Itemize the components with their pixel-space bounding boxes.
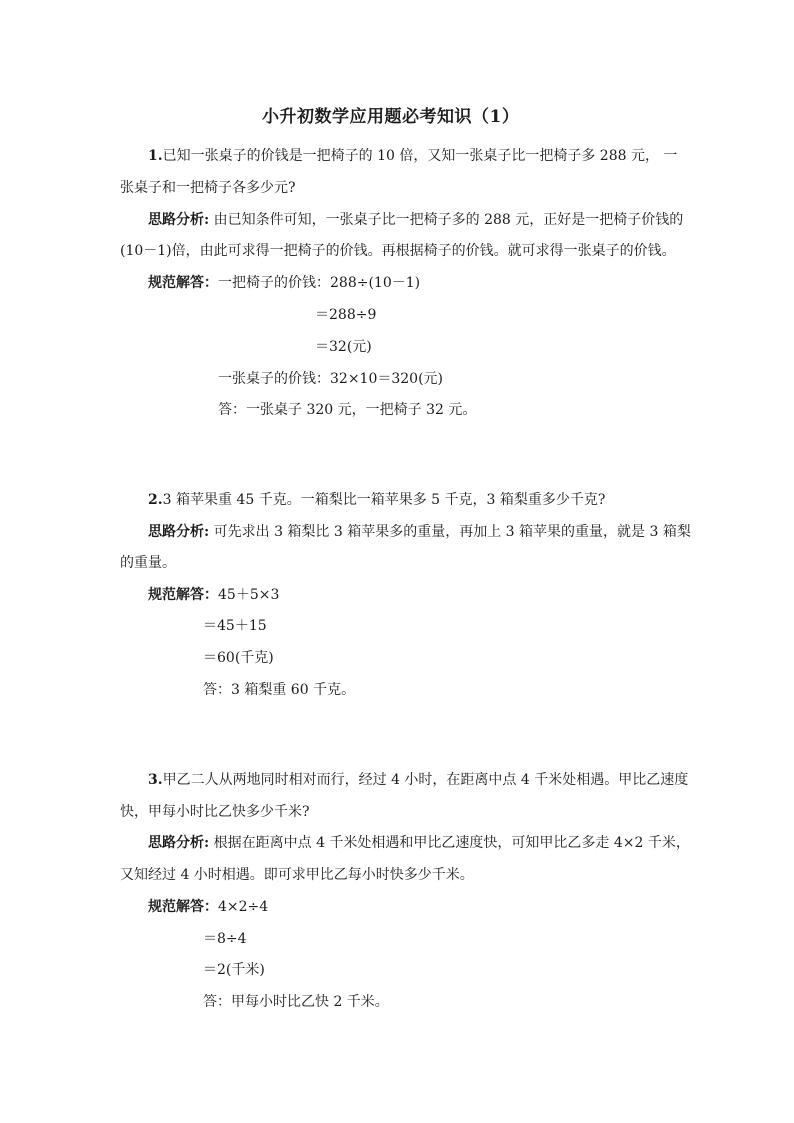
question-text: 已知一张桌子的价钱是一把椅子的 10 倍，又知一张桌子比一把椅子多 288 元， 一: [162, 148, 678, 164]
problem-3-solution: [148, 898, 268, 916]
problem-1-solution: [148, 274, 420, 292]
analysis-label: 思路分析:: [148, 524, 210, 540]
answer-text: 答：一张桌子 320 元，一把椅子 32 元。: [218, 402, 477, 418]
analysis-text: 由已知条件可知，一张桌子比一把椅子多的 288 元，正好是一把椅子价钱的: [209, 212, 684, 228]
solution-label: 规范解答：: [148, 587, 218, 603]
question-text: 3 箱苹果重 45 千克。一箱梨比一箱苹果多 5 千克，3 箱梨重多少千克?: [162, 492, 606, 508]
analysis-label: 思路分析:: [148, 212, 210, 228]
analysis-text: 又知经过 4 小时相遇。即可求甲比乙每小时快多少千米。: [120, 867, 474, 883]
solution-step: 一把椅子的价钱：288÷(10－1): [218, 275, 421, 291]
problem-number: 2.: [148, 492, 163, 508]
analysis-text: 根据在距离中点 4 千米处相遇和甲比乙速度快，可知甲比乙多走 4×2 千米，: [209, 835, 690, 851]
analysis-text: 的重量。: [120, 555, 176, 571]
analysis-label: 思路分析:: [148, 835, 210, 851]
answer-text: 答：3 箱梨重 60 千克。: [203, 682, 356, 698]
solution-step: ＝60(千克): [203, 650, 274, 666]
solution-step: 4×2÷4: [218, 899, 269, 915]
problem-1-question: [148, 147, 677, 165]
solution-step: ＝8÷4: [203, 931, 247, 947]
problem-2-question: [148, 491, 605, 509]
problem-number: 3.: [148, 772, 163, 788]
problem-2-solution: [148, 586, 279, 604]
solution-step: ＝32(元): [315, 339, 372, 355]
solution-step: ＝288÷9: [315, 307, 377, 323]
question-text: 快，甲每小时比乙快多少千米?: [120, 804, 310, 820]
solution-step: 一张桌子的价钱：32×10＝320(元): [218, 371, 444, 387]
answer-text: 答：甲每小时比乙快 2 千米。: [203, 994, 389, 1010]
problem-1-analysis: [148, 211, 683, 229]
problem-number: 1.: [148, 148, 163, 164]
analysis-text: 可先求出 3 箱梨比 3 箱苹果多的重量，再加上 3 箱苹果的重量，就是 3 箱梨: [209, 524, 691, 540]
analysis-text: (10－1)倍，由此可求得一把椅子的价钱。再根据椅子的价钱。就可求得一张桌子的价钱。: [120, 243, 676, 259]
problem-2-analysis: [148, 523, 691, 541]
page-title: 小升初数学应用题必考知识（1）: [262, 107, 520, 127]
solution-step: 45＋5×3: [218, 587, 280, 603]
solution-label: 规范解答：: [148, 899, 218, 915]
problem-3-analysis: [148, 834, 690, 852]
question-text: 张桌子和一把椅子各多少元?: [120, 180, 296, 196]
problem-3-question: [148, 771, 688, 789]
solution-label: 规范解答：: [148, 275, 218, 291]
question-text: 甲乙二人从两地同时相对而行，经过 4 小时，在距离中点 4 千米处相遇。甲比乙速度: [162, 772, 689, 788]
solution-step: ＝45＋15: [203, 618, 267, 634]
solution-step: ＝2(千米): [203, 962, 265, 978]
